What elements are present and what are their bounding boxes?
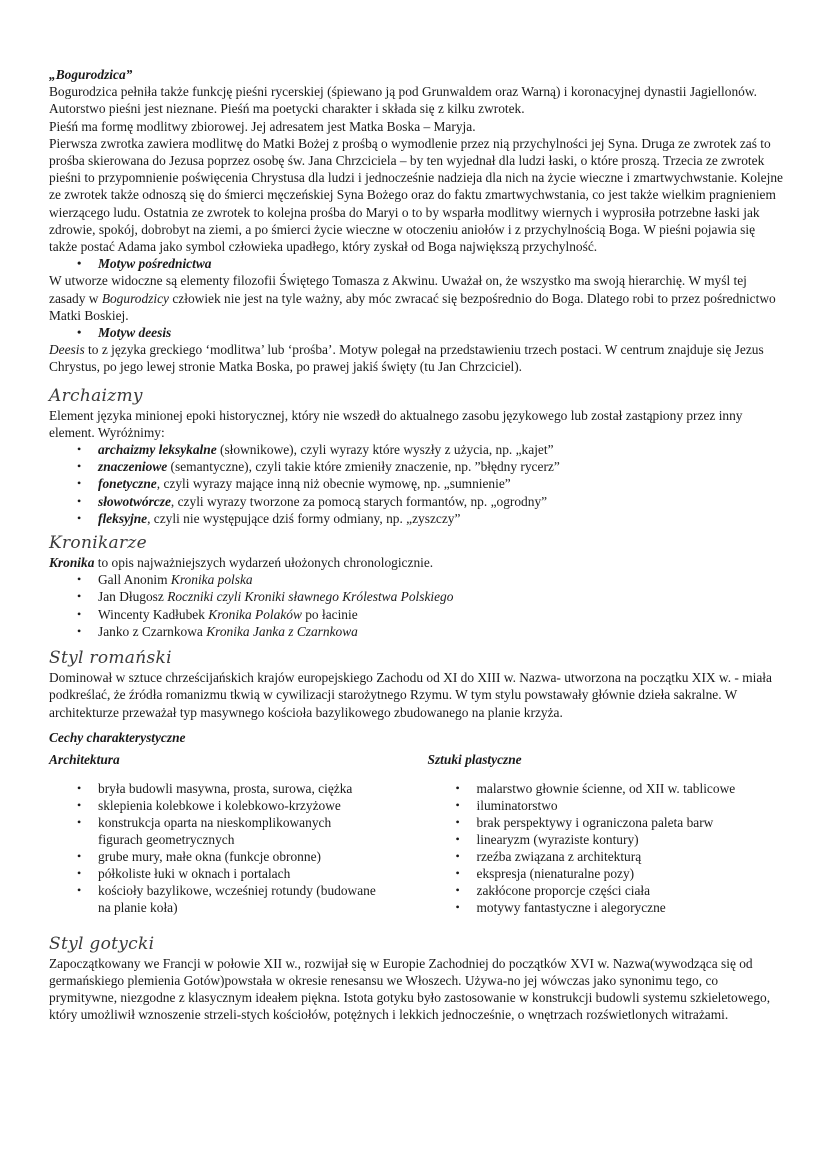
kronikarz-author: Gall Anonim	[98, 572, 171, 588]
archaizm-term: znaczeniowe	[98, 459, 168, 475]
kronika-note: po łacinie	[301, 606, 358, 622]
motyw-deesis-text-b: to z języka greckiego ‘modlitwa’ lub ‘prośba’. Motyw polegał na przedstawieniu trzech postaci. W centrum znajduje się Jezus Chrystus, po jego lewej stronie Matka Boska, po prawej jakiś święty (tu Jan Chrzciciel).	[49, 342, 764, 375]
architektura-heading: Architektura	[49, 751, 120, 767]
motyw-deesis-title: • Motyw deesis	[98, 324, 784, 341]
motyw-posrednictwa-text-a: W utworze widoczne są elementy filozofii Świętego Tomasza z Akwinu. Uważał on, że wszystko ma swoją hierarchię. W myśl tej zasady w	[49, 273, 747, 306]
kronikarz-author: Jan Długosz	[98, 589, 168, 605]
kronika-title: Kronika polska	[170, 572, 253, 588]
motyw-posrednictwa-list	[49, 255, 784, 272]
kronika-definition: to opis najważniejszych wydarzeń ułożonych chronologicznie.	[94, 555, 434, 571]
archaizmy-intro: Element języka minionej epoki historycznej, który nie wszedł do aktualnego zasobu językowego lub został zastąpiony przez inny element. Wyróżnimy:	[49, 407, 743, 440]
motyw-posrednictwa-title: • Motyw pośrednictwa	[98, 255, 784, 272]
archaizm-desc: (słownikowe), czyli wyrazy które wyszły z użycia, np. „kajet”	[216, 442, 554, 458]
list-item: • konstrukcja oparta na nieskomplikowanych figurach geometrycznych	[98, 814, 368, 848]
kronikarz-author: Wincenty Kadłubek	[98, 606, 209, 622]
list-item	[98, 510, 784, 527]
document-page	[49, 66, 784, 1024]
sztuki-column	[428, 749, 785, 916]
motyw-deesis-text-em: Deesis	[49, 342, 85, 358]
kronikarz-author: Janko z Czarnkowa	[98, 623, 207, 639]
bogurodzica-paragraph-1: Bogurodzica pełniła także funkcję pieśni rycerskiej (śpiewano ją pod Grunwaldem oraz Warną) i koronacyjnej dynastii Jagiellonów. Autorstwo pieśni jest nieznane. Pieśń ma poetycki charakter i składa się z kilku zwrotek.	[49, 84, 758, 117]
list-item: • iluminatorstwo	[477, 797, 785, 814]
kronika-title: Kronika Polaków	[208, 606, 302, 622]
list-item	[98, 458, 784, 475]
list-item: • sklepienia kolebkowe i kolebkowo-krzyżowe	[98, 797, 406, 814]
architektura-list	[49, 780, 406, 916]
bogurodzica-title: „Bogurodzica”	[49, 67, 133, 82]
list-item: • półkoliste łuki w oknach i portalach	[98, 865, 406, 882]
list-item: • bryła budowli masywna, prosta, surowa, ciężka	[98, 780, 406, 797]
bogurodzica-paragraph-3: Pierwsza zwrotka zawiera modlitwę do Matki Bożej z prośbą o wymodlenie przez nią przychylności jej Syna. Druga ze zwrotek zaś to prośba skierowana do Jezusa poprzez osobę św. Jana Chrzciciela – by ten wyjednał dla ludzi łaski, o które proszą. Trzecia ze zwrotek pieśni to przypomnienie poświęcenia Chrystusa dla ludzi i jednocześnie nadzieja dla nich na życie wieczne i zmartwychwstanie. Kolejne ze zwrotek także odnoszą się do śmierci męczeńskiej Syna Bożego oraz do faktu zmartwychwstania, co jest także wielkim pragnieniem wierzącego ludu. Ostatnia ze zwrotek to kolejna prośba do Maryi o to by wsparła modlitwy wiernych i wyprosiła potrzebne łaski jak zdrowie, spokój, dobrobyt na ziemi, a po śmierci życie wieczne w otoczeniu aniołów i z przychylnością Boga. W pieśni pojawia się także postać Adama jako symbol człowieka upadłego, który zyskał od Boga największą przychylność.	[49, 135, 783, 255]
sztuki-heading: Sztuki plastyczne	[427, 751, 522, 767]
list-item: • brak perspektywy i ograniczona paleta barw	[477, 814, 785, 831]
bogurodzica-paragraph-2: Pieśń ma formę modlitwy zbiorowej. Jej adresatem jest Matka Boska – Maryja.	[49, 118, 476, 134]
list-item	[98, 623, 784, 640]
styl-gotycki-text: Zapoczątkowany we Francji w połowie XII w., rozwijał się w Europie Zachodniej do początków XVI w. Nazwa(wywodząca się od germańskiego plemienia Gotów)powstała w okresie renesansu we Włoszech. Używa-no jej wówczas jako synonimu tego, co prymitywne, niezgodne z klasycznym ideałem piękna. Istota gotyku było zastosowanie w konstrukcji budowli systemu szkieletowego, który umożliwił wznoszenie strzeli-stych kościołów, potężnych i lekkich jednocześnie, o wnętrzach rozświetlonych witrażami.	[49, 955, 771, 1023]
list-item: • linearyzm (wyraziste kontury)	[477, 831, 785, 848]
archaizm-term: słowotwórcze	[98, 493, 171, 509]
list-item: • motywy fantastyczne i alegoryczne	[477, 899, 785, 916]
motyw-posrednictwa-text-em: Bogurodzicy	[101, 290, 170, 306]
motyw-deesis-text	[49, 341, 784, 375]
motyw-deesis-list	[49, 324, 784, 341]
list-item	[98, 493, 784, 510]
archaizm-desc: , czyli wyrazy mające inną niż obecnie wymowę, np. „sumnienie”	[156, 476, 511, 492]
kronika-title: Roczniki czyli Kroniki sławnego Królestwa Polskiego	[167, 589, 454, 605]
kronikarze-intro	[49, 554, 784, 571]
archaizm-term: fonetyczne	[98, 476, 157, 492]
archaizm-desc: , czyli wyrazy tworzone za pomocą starych formantów, np. „ogrodny”	[170, 493, 548, 509]
motyw-posrednictwa-text-b: człowiek nie jest na tyle ważny, aby móc zwracać się bezpośrednio do Boga. Dlatego robi to przez pośrednictwo Matki Boskiej.	[49, 290, 776, 323]
styl-romanski-heading: Styl romański	[49, 648, 172, 669]
kronika-title: Kronika Janka z Czarnkowa	[206, 623, 358, 639]
motyw-posrednictwa-text	[49, 272, 784, 324]
styl-romanski-text: Dominował w sztuce chrześcijańskich krajów europejskiego Zachodu od XI do XIII w. Nazwa- utworzona na początku XIX w. - miała podkreślać, że źródła romanizmu tkwią w cywilizacji starożytnego Rzymu. W tym stylu powstawały głównie dzieła sakralne. W architekturze przeważał typ masywnego kościoła bazylikowego zbudowanego na planie krzyża.	[49, 670, 772, 720]
styl-gotycki-heading: Styl gotycki	[49, 933, 155, 954]
list-item: • grube mury, małe okna (funkcje obronne)	[98, 848, 406, 865]
archaizmy-heading: Archaizmy	[49, 385, 143, 406]
list-item: • zakłócone proporcje części ciała	[477, 882, 785, 899]
kronikarze-list	[49, 571, 784, 640]
sztuki-list	[428, 780, 785, 916]
kronikarze-heading: Kronikarze	[49, 533, 148, 554]
list-item	[98, 588, 784, 605]
archaizm-term: fleksyjne	[98, 510, 148, 526]
archaizm-term: archaizmy leksykalne	[98, 442, 217, 458]
list-item: • ekspresja (nienaturalne pozy)	[477, 865, 785, 882]
list-item: • malarstwo głownie ścienne, od XII w. tablicowe	[477, 780, 785, 797]
list-item	[98, 475, 784, 492]
cechy-heading: Cechy charakterystyczne	[49, 729, 186, 745]
kronika-term: Kronika	[49, 555, 95, 571]
architektura-column	[49, 749, 406, 916]
list-item	[98, 571, 784, 588]
cechy-columns	[49, 749, 784, 916]
archaizm-desc: (semantyczne), czyli takie które zmieniły znaczenie, np. ”błędny rycerz”	[167, 459, 560, 475]
archaizmy-list	[49, 441, 784, 527]
list-item: • kościoły bazylikowe, wcześniej rotundy (budowane na planie koła)	[98, 882, 378, 916]
list-item	[98, 606, 784, 623]
list-item	[98, 441, 784, 458]
archaizm-desc: , czyli nie występujące dziś formy odmiany, np. „zyszczy”	[147, 510, 461, 526]
list-item: • rzeźba związana z architekturą	[477, 848, 785, 865]
